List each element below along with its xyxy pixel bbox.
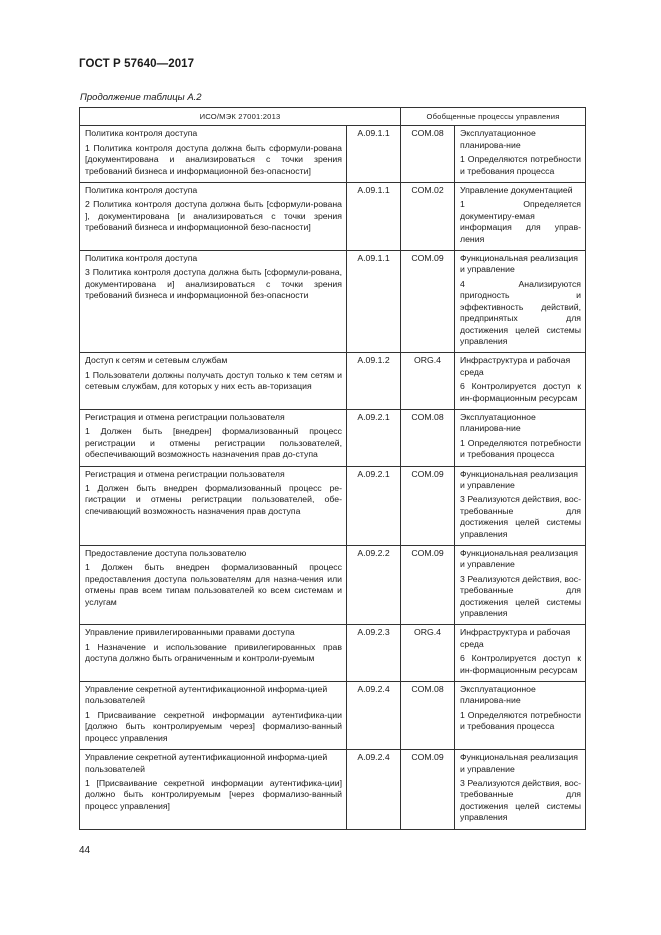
table-row [80,353,586,410]
requirement-title: Управление секретной аутентификационной информа-цией пользователей [85,752,328,774]
process-description: 3 Реализуются действия, вос-требованные для достижения целей системы управления [460,573,582,619]
process-description: 1 Определяются потребности и требования процесса [460,154,582,176]
requirement-description: 2 Политика контроля доступа должна быть [сформули-рована ], документирована [и анализироваться с точки зрения требований бизнеса и информационной безо-пасности] [85,199,342,233]
process-name: Управление документацией [460,185,573,196]
requirement-title: Регистрация и отмена регистрации пользователя [85,411,285,422]
process-description: 1 Определяется документиру-емая информация для управ-ления [460,199,582,244]
process-code: COM.09 [401,251,455,353]
requirement-title: Политика контроля доступа [85,128,198,139]
table-row [80,625,586,682]
requirement-description: 1 Должен быть внедрен формализованный процесс предоставления доступа пользователям для назна-чения или отмены прав всем типам пользователей ко всем системам и услугам [85,562,342,607]
process-code: ORG.4 [401,625,455,682]
control-id: A.09.2.3 [347,625,401,682]
requirement-description: 1 Присваивание секретной информации аутентифика-ции [должно быть контролируемым через] формализо-ванный процесс управления [85,709,342,743]
requirement-title: Политика контроля доступа [85,253,198,264]
requirement-cell [80,625,347,682]
process-name: Эксплуатационное планирова-ние [460,684,536,706]
table-row [80,466,586,545]
process-cell [455,183,586,251]
table-row [80,750,586,829]
table-body [80,126,586,829]
process-cell [455,546,586,625]
process-cell [455,353,586,410]
page-number: 44 [79,845,91,856]
table-header-row [80,108,586,126]
process-cell [455,682,586,750]
process-cell [455,625,586,682]
control-id: A.09.2.4 [347,682,401,750]
process-code: COM.09 [401,750,455,829]
table-row [80,682,586,750]
table-row [80,251,586,353]
requirement-description: 1 Должен быть внедрен формализованный процесс ре-гистрации и отмены регистрации пользователей, обе-спечивающий возможность назначения прав доступа [85,482,342,516]
control-id: A.09.1.1 [347,251,401,353]
control-id: A.09.2.1 [347,409,401,466]
process-name: Функциональная реализация и управление [460,253,578,275]
requirement-cell [80,546,347,625]
requirement-description: 1 Назначение и использование привилегированных прав доступа должно быть ограниченным и контроли-руемым [85,641,342,664]
process-name: Функциональная реализация и управление [460,548,578,570]
mapping-table [79,107,586,830]
control-id: A.09.2.4 [347,750,401,829]
requirement-cell [80,353,347,410]
process-description: 4 Анализируются пригодность и эффективность действий, предпринятых для достижения целей системы управления [460,278,582,346]
requirement-cell [80,251,347,353]
table-row [80,409,586,466]
process-name: Эксплуатационное планирова-ние [460,411,536,434]
control-id: A.09.1.1 [347,183,401,251]
requirement-description: 1 Должен быть [внедрен] формализованный процесс регистрации и отмены регистрации пользователей, обеспечивающий возможность назначения прав до-ступа [85,426,342,460]
table-row [80,126,586,183]
requirement-cell [80,466,347,545]
process-name: Функциональная реализация и управление [460,468,578,490]
control-id: A.09.1.2 [347,353,401,410]
control-id: A.09.1.1 [347,126,401,183]
process-code: ORG.4 [401,353,455,410]
process-cell [455,409,586,466]
process-code: COM.08 [401,682,455,750]
process-code: COM.08 [401,126,455,183]
control-id: A.09.2.1 [347,466,401,545]
table-row [80,546,586,625]
requirement-cell [80,126,347,183]
requirement-cell [80,183,347,251]
requirement-title: Доступ к сетям и сетевым службам [85,355,228,366]
process-description: 6 Контролируется доступ к ин-формационным ресурсам [460,381,582,403]
requirement-description: 1 Политика контроля доступа должна быть сформули-рована [документирована и анализироваться с точки зрения требований бизнеса и информационной без-опасности] [85,142,342,176]
process-code: COM.08 [401,409,455,466]
process-description: 1 Определяются потребности и требования процесса [460,709,582,732]
process-name: Функциональная реализация и управление [460,752,578,774]
process-cell [455,251,586,353]
header-processes: Обобщенные процессы управления [401,108,586,126]
requirement-title: Предоставление доступа пользователю [85,548,247,558]
process-name: Инфраструктура и рабочая среда [460,355,571,377]
requirement-description: 1 Пользователи должны получать доступ только к тем сетям и сетевым службам, для которых у них есть ав-торизация [85,369,342,392]
process-cell [455,126,586,183]
requirement-title: Управление секретной аутентификационной информа-цией пользователей [85,684,328,706]
process-code: COM.09 [401,466,455,545]
control-id: A.09.2.2 [347,546,401,625]
requirement-title: Управление привилегированными правами доступа [85,627,295,638]
process-code: COM.02 [401,183,455,251]
table-caption: Продолжение таблицы А.2 [80,92,202,103]
process-description: 3 Реализуются действия, вос-требованные для достижения целей системы управления [460,777,582,823]
requirement-title: Политика контроля доступа [85,185,198,196]
requirement-cell [80,750,347,829]
table-row [80,183,586,251]
process-code: COM.09 [401,546,455,625]
requirement-description: 1 [Присваивание секретной информации аутентифика-ции] должно быть контролируемым [через формализо-ванный процесс управления] [85,777,342,811]
requirement-cell [80,409,347,466]
process-description: 6 Контролируется доступ к ин-формационным ресурсам [460,653,582,675]
requirement-description: 3 Политика контроля доступа должна быть [сформули-рована, документирована и] анализироваться с точки зрения требований бизнеса и информационной без-опасности [85,267,342,301]
document-code: ГОСТ Р 57640—2017 [79,58,195,70]
requirement-title: Регистрация и отмена регистрации пользователя [85,468,285,479]
process-description: 3 Реализуются действия, вос-требованные для достижения целей системы управления [460,494,582,539]
process-cell [455,466,586,545]
process-name: Инфраструктура и рабочая среда [460,627,571,649]
header-iso: ИСО/МЭК 27001:2013 [80,108,401,126]
process-name: Эксплуатационное планирова-ние [460,128,536,150]
process-cell [455,750,586,829]
process-description: 1 Определяются потребности и требования процесса [460,437,582,460]
requirement-cell [80,682,347,750]
